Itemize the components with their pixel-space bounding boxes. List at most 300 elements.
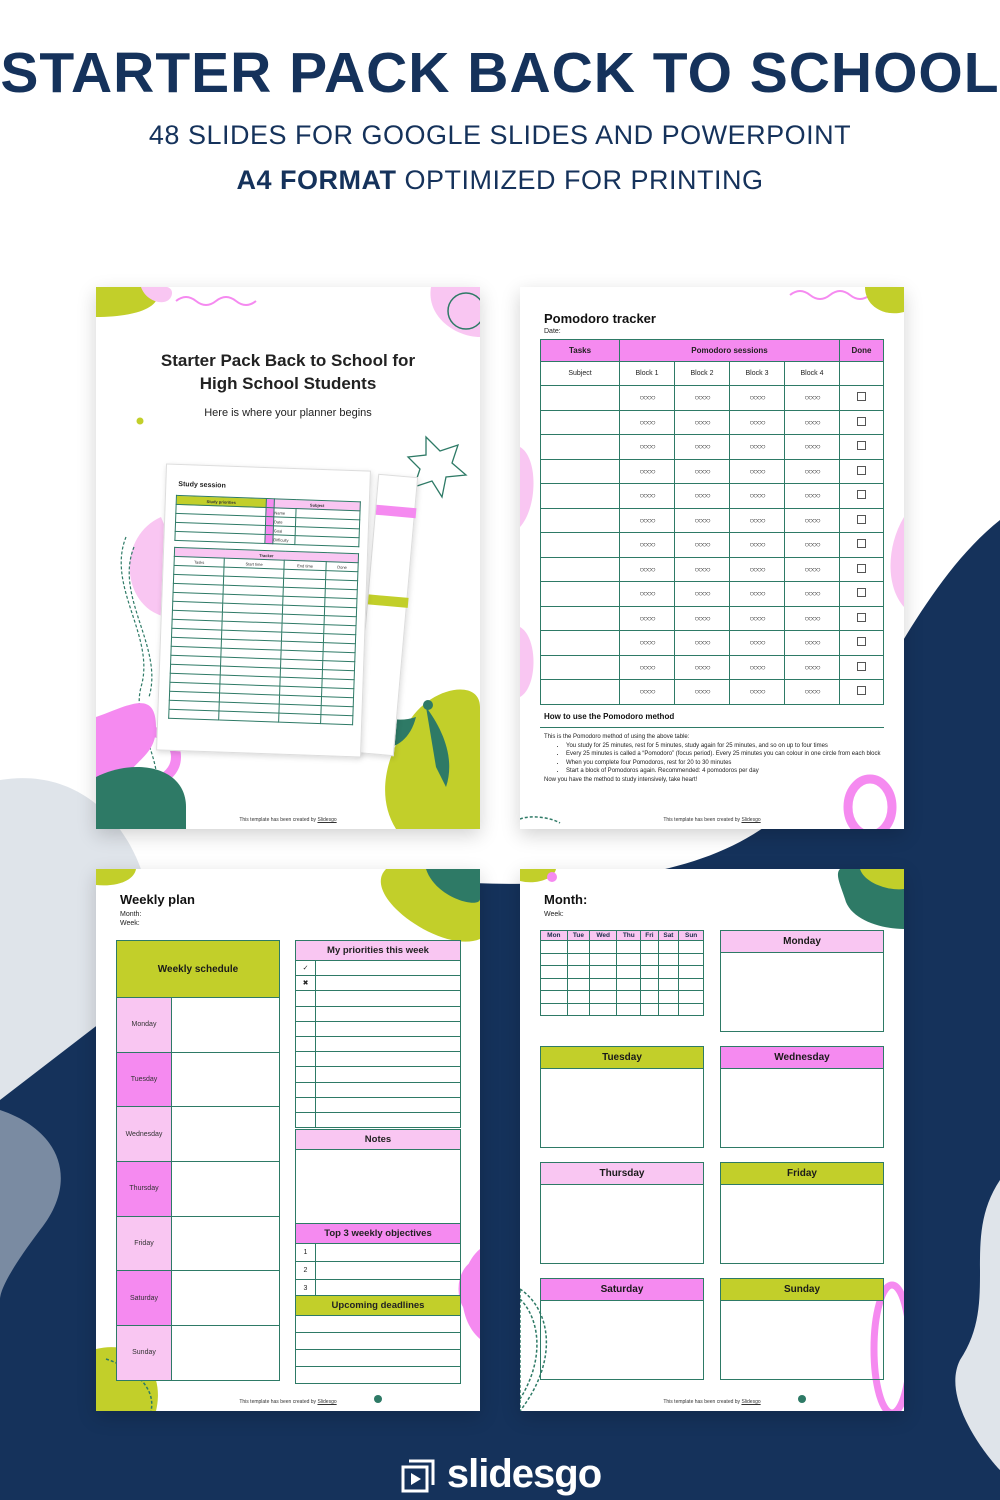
day-box[interactable]	[540, 1278, 704, 1380]
calendar-day-cell[interactable]	[641, 966, 658, 979]
calendar-day-cell[interactable]	[590, 953, 617, 966]
pomodoro-circles[interactable]: ○○○○	[730, 557, 785, 582]
col-tasks: Tasks	[541, 340, 620, 362]
pomodoro-circles[interactable]: ○○○○	[675, 410, 730, 435]
calendar-day-cell[interactable]	[541, 1003, 568, 1016]
priority-field[interactable]	[316, 976, 461, 991]
calendar-day-cell[interactable]	[617, 978, 641, 991]
calendar-header-row	[541, 931, 704, 941]
pomodoro-circles[interactable]: ○○○○	[620, 508, 675, 533]
priority-mark[interactable]	[296, 1052, 316, 1067]
footer-link[interactable]: Slidesgo	[741, 817, 761, 823]
pomodoro-circles[interactable]: ○○○○	[785, 631, 840, 656]
priority-mark[interactable]	[296, 1097, 316, 1112]
schedule-day-row	[117, 1216, 280, 1271]
pomodoro-circles[interactable]: ○○○○	[620, 459, 675, 484]
subtitle: 48 SLIDES FOR GOOGLE SLIDES AND POWERPOINT	[148, 120, 852, 150]
priority-row	[296, 1112, 461, 1127]
objectives-header: Top 3 weekly objectives	[296, 1224, 461, 1244]
calendar-day-cell[interactable]	[641, 978, 658, 991]
notes-area[interactable]	[296, 1150, 461, 1225]
pomodoro-circles[interactable]: ○○○○	[675, 484, 730, 509]
pomodoro-row	[541, 533, 884, 558]
notes-header: Notes	[296, 1130, 461, 1150]
day-box[interactable]	[720, 1162, 884, 1264]
footer-text: This template has been created by	[239, 817, 318, 823]
priority-mark[interactable]	[296, 1067, 316, 1082]
mini-col: Tasks	[174, 556, 224, 567]
calendar-week-row	[541, 991, 704, 1004]
day-box[interactable]	[720, 1278, 884, 1380]
mini-tracker-rows	[169, 565, 358, 724]
objective-field[interactable]	[316, 1244, 461, 1262]
slidesgo-logo-icon	[399, 1455, 439, 1495]
done-checkbox[interactable]	[857, 539, 866, 548]
weekly-title: Weekly plan	[120, 892, 195, 907]
pomodoro-circles[interactable]: ○○○○	[620, 410, 675, 435]
pomodoro-circles[interactable]: ○○○○	[675, 459, 730, 484]
schedule-day-field[interactable]	[172, 1162, 280, 1217]
calendar-day-cell[interactable]	[617, 1003, 641, 1016]
schedule-day-row	[117, 998, 280, 1053]
schedule-day-row	[117, 1162, 280, 1217]
schedule-day-label: Wednesday	[117, 1107, 172, 1162]
calendar-day-cell[interactable]	[541, 966, 568, 979]
calendar-weekday: Thu	[617, 931, 641, 941]
pomodoro-circles[interactable]: ○○○○	[730, 582, 785, 607]
pomodoro-circles[interactable]: ○○○○	[675, 606, 730, 631]
priorities-rows	[296, 961, 461, 1128]
pomodoro-circles[interactable]: ○○○○	[620, 655, 675, 680]
calendar-day-cell[interactable]	[641, 1003, 658, 1016]
calendar-weekday: Mon	[541, 931, 568, 941]
pomodoro-circles[interactable]: ○○○○	[675, 435, 730, 460]
priority-field[interactable]	[316, 1112, 461, 1127]
howto-item: • Start a block of Pomodoros again. Recommended: 4 pomodoros per day	[566, 767, 884, 776]
mini-field: Difficulty	[273, 535, 295, 545]
mini-subject-header: Subject	[274, 499, 360, 511]
weekly-schedule-table	[116, 940, 280, 1381]
pomodoro-circles[interactable]: ○○○○	[675, 655, 730, 680]
schedule-day-row	[117, 1326, 280, 1381]
pomodoro-circles[interactable]: ○○○○	[785, 582, 840, 607]
format-rest: OPTIMIZED FOR PRINTING	[396, 165, 764, 195]
mini-col: End time	[284, 560, 326, 570]
day-box-header: Tuesday	[541, 1047, 703, 1069]
calendar-weekday: Fri	[641, 931, 658, 941]
calendar-day-cell[interactable]	[679, 966, 704, 979]
pomodoro-circles[interactable]: ○○○○	[785, 410, 840, 435]
priority-mark[interactable]	[296, 991, 316, 1006]
pomodoro-row	[541, 386, 884, 411]
notes-box	[295, 1129, 461, 1225]
pomodoro-circles[interactable]: ○○○○	[785, 557, 840, 582]
priority-mark[interactable]: ✓	[296, 961, 316, 976]
objective-field[interactable]	[316, 1262, 461, 1280]
subject-field[interactable]	[541, 606, 620, 631]
howto-intro: This is the Pomodoro method of using the above table:	[544, 734, 690, 740]
pomodoro-circles[interactable]: ○○○○	[785, 533, 840, 558]
mini-tracker-header: Tracker	[174, 547, 358, 562]
pomodoro-circles[interactable]: ○○○○	[785, 680, 840, 705]
weekly-week-label: Week:	[120, 920, 140, 927]
done-checkbox[interactable]	[857, 613, 866, 622]
pomodoro-circles[interactable]: ○○○○	[675, 386, 730, 411]
pomodoro-row	[541, 410, 884, 435]
pomodoro-circles[interactable]: ○○○○	[620, 435, 675, 460]
pomodoro-circles[interactable]: ○○○○	[620, 680, 675, 705]
pomodoro-circles[interactable]: ○○○○	[675, 508, 730, 533]
pomodoro-circles[interactable]: ○○○○	[785, 484, 840, 509]
calendar-day-cell[interactable]	[658, 1003, 679, 1016]
mini-calendar	[540, 930, 704, 1016]
howto-item: • When you complete four Pomodoros, rest for 20 to 30 minutes	[566, 759, 884, 768]
day-box-header: Saturday	[541, 1279, 703, 1301]
pomodoro-circles[interactable]: ○○○○	[730, 484, 785, 509]
day-box[interactable]	[720, 1046, 884, 1148]
pomodoro-circles[interactable]: ○○○○	[730, 606, 785, 631]
calendar-day-cell[interactable]	[590, 941, 617, 954]
deadlines-header: Upcoming deadlines	[296, 1296, 461, 1316]
pomodoro-circles[interactable]: ○○○○	[675, 680, 730, 705]
footer-text: This template has been created by	[663, 1399, 742, 1405]
objective-number: 1	[296, 1244, 316, 1262]
footer-text: This template has been created by	[239, 1399, 318, 1405]
schedule-day-label: Saturday	[117, 1271, 172, 1326]
subheader-block: Block 2	[675, 362, 730, 386]
calendar-week-row	[541, 978, 704, 991]
col-pomodoro-sessions: Pomodoro sessions	[620, 340, 840, 362]
main-title: STARTER PACK BACK TO SCHOOL	[0, 41, 1000, 105]
calendar-day-cell[interactable]	[658, 953, 679, 966]
objective-number: 2	[296, 1262, 316, 1280]
calendar-day-cell[interactable]	[617, 941, 641, 954]
calendar-day-cell[interactable]	[679, 978, 704, 991]
calendar-day-cell[interactable]	[641, 953, 658, 966]
subject-field[interactable]	[541, 459, 620, 484]
format-line	[0, 165, 1000, 196]
pomodoro-table	[540, 339, 884, 705]
pomodoro-title: Pomodoro tracker	[544, 311, 656, 326]
mini-col: Done	[326, 562, 358, 572]
weekly-schedule-header: Weekly schedule	[117, 941, 280, 998]
pomodoro-circles[interactable]: ○○○○	[785, 386, 840, 411]
mini-study-session-page	[156, 464, 371, 758]
subject-field[interactable]	[541, 484, 620, 509]
pomodoro-row	[541, 508, 884, 533]
calendar-day-cell[interactable]	[567, 941, 589, 954]
pomodoro-circles[interactable]: ○○○○	[730, 508, 785, 533]
subject-field[interactable]	[541, 533, 620, 558]
pomodoro-footer	[520, 817, 904, 823]
subject-field[interactable]	[541, 557, 620, 582]
schedule-day-field[interactable]	[172, 1052, 280, 1107]
mini-priorities-header: Study priorities	[176, 495, 266, 507]
done-checkbox[interactable]	[857, 637, 866, 646]
calendar-day-cell[interactable]	[567, 966, 589, 979]
pomodoro-row	[541, 655, 884, 680]
schedule-day-label: Thursday	[117, 1162, 172, 1217]
subject-field[interactable]	[541, 386, 620, 411]
priority-row	[296, 976, 461, 991]
calendar-day-cell[interactable]	[541, 991, 568, 1004]
priority-row	[296, 1006, 461, 1021]
pomodoro-circles[interactable]: ○○○○	[785, 606, 840, 631]
priority-field[interactable]	[316, 1097, 461, 1112]
mini-tracker-table	[168, 547, 359, 725]
calendar-day-cell[interactable]	[641, 941, 658, 954]
priority-row	[296, 1097, 461, 1112]
calendar-rows	[541, 941, 704, 1016]
month-footer	[520, 1399, 904, 1405]
brand-name: slidesgo	[446, 1452, 602, 1496]
calendar-week-row	[541, 966, 704, 979]
schedule-day-field[interactable]	[172, 1216, 280, 1271]
subject-field[interactable]	[541, 435, 620, 460]
calendar-day-cell[interactable]	[679, 953, 704, 966]
pomodoro-row	[541, 631, 884, 656]
calendar-day-cell[interactable]	[658, 941, 679, 954]
pomodoro-circles[interactable]: ○○○○	[730, 459, 785, 484]
weekly-footer	[96, 1399, 480, 1405]
pomodoro-circles[interactable]: ○○○○	[785, 459, 840, 484]
calendar-day-cell[interactable]	[641, 991, 658, 1004]
schedule-day-field[interactable]	[172, 1326, 280, 1381]
pomodoro-row	[541, 582, 884, 607]
format-bold: A4 FORMAT	[236, 165, 397, 195]
schedule-day-field[interactable]	[172, 1271, 280, 1326]
schedule-day-row	[117, 1052, 280, 1107]
calendar-day-cell[interactable]	[567, 953, 589, 966]
calendar-day-cell[interactable]	[567, 991, 589, 1004]
month-title: Month:	[544, 892, 588, 907]
pomodoro-circles[interactable]: ○○○○	[730, 410, 785, 435]
weekly-plan-slide	[96, 869, 480, 1411]
pomodoro-circles[interactable]: ○○○○	[675, 533, 730, 558]
schedule-day-row	[117, 1107, 280, 1162]
priority-field[interactable]	[316, 1021, 461, 1036]
pomodoro-circles[interactable]: ○○○○	[730, 631, 785, 656]
pomodoro-row	[541, 435, 884, 460]
pomodoro-row	[541, 459, 884, 484]
calendar-weekday: Wed	[590, 931, 617, 941]
pomodoro-circles[interactable]: ○○○○	[730, 680, 785, 705]
deadlines-table	[295, 1295, 461, 1384]
day-box-header: Thursday	[541, 1163, 703, 1185]
done-checkbox[interactable]	[857, 564, 866, 573]
calendar-week-row	[541, 1003, 704, 1016]
priority-row	[296, 1021, 461, 1036]
day-box[interactable]	[540, 1046, 704, 1148]
pomodoro-circles[interactable]: ○○○○	[620, 557, 675, 582]
howto-item: • Every 25 minutes is called a “Pomodoro” (focus period). Every 25 minutes you can colour in one circle from each block	[566, 750, 884, 759]
subheader-block: Block 3	[730, 362, 785, 386]
calendar-day-cell[interactable]	[658, 978, 679, 991]
pomodoro-circles[interactable]: ○○○○	[620, 386, 675, 411]
pomodoro-circles[interactable]: ○○○○	[620, 606, 675, 631]
done-checkbox[interactable]	[857, 466, 866, 475]
schedule-day-label: Sunday	[117, 1326, 172, 1381]
calendar-day-cell[interactable]	[658, 966, 679, 979]
subject-field[interactable]	[541, 680, 620, 705]
cover-title-line2: High School Students	[199, 374, 377, 393]
pomodoro-rows	[541, 386, 884, 705]
objective-number: 3	[296, 1280, 316, 1298]
schedule-day-field[interactable]	[172, 1107, 280, 1162]
cover-slide	[96, 287, 480, 829]
slidesgo-logo[interactable]	[0, 1452, 1000, 1500]
calendar-day-cell[interactable]	[617, 966, 641, 979]
cover-subtitle: Here is where your planner begins	[204, 407, 372, 419]
calendar-day-cell[interactable]	[567, 978, 589, 991]
deadline-field[interactable]	[296, 1350, 461, 1367]
pomodoro-circles[interactable]: ○○○○	[730, 533, 785, 558]
footer-text: This template has been created by	[663, 817, 742, 823]
pomodoro-circles[interactable]: ○○○○	[675, 557, 730, 582]
calendar-day-cell[interactable]	[567, 1003, 589, 1016]
calendar-day-cell[interactable]	[541, 953, 568, 966]
calendar-day-cell[interactable]	[617, 991, 641, 1004]
pomodoro-circles[interactable]: ○○○○	[675, 582, 730, 607]
calendar-day-cell[interactable]	[541, 941, 568, 954]
howto-outro: Now you have the method to study intensively, take heart!	[544, 776, 698, 783]
pomodoro-circles[interactable]: ○○○○	[620, 631, 675, 656]
priority-row	[296, 1052, 461, 1067]
cover-footer	[96, 817, 480, 823]
deadline-field[interactable]	[296, 1367, 461, 1384]
calendar-day-cell[interactable]	[590, 966, 617, 979]
mini-title: Study session	[178, 480, 226, 490]
calendar-day-cell[interactable]	[679, 1003, 704, 1016]
priorities-table	[295, 940, 461, 1128]
done-checkbox[interactable]	[857, 588, 866, 597]
day-box-header: Friday	[721, 1163, 883, 1185]
calendar-week-row	[541, 941, 704, 954]
schedule-day-label: Tuesday	[117, 1052, 172, 1107]
done-checkbox[interactable]	[857, 417, 866, 426]
weekly-schedule-rows	[117, 998, 280, 1381]
pomodoro-circles[interactable]: ○○○○	[785, 655, 840, 680]
pomodoro-circles[interactable]: ○○○○	[620, 582, 675, 607]
calendar-weekday: Sun	[679, 931, 704, 941]
subheader-block: Block 1	[620, 362, 675, 386]
priorities-header: My priorities this week	[296, 941, 461, 961]
pomodoro-date-label: Date:	[544, 328, 561, 335]
priority-field[interactable]	[316, 1006, 461, 1021]
pomodoro-circles[interactable]: ○○○○	[785, 435, 840, 460]
deadline-field[interactable]	[296, 1316, 461, 1333]
calendar-day-cell[interactable]	[590, 978, 617, 991]
howto-divider	[540, 727, 884, 728]
calendar-day-cell[interactable]	[541, 978, 568, 991]
priority-row	[296, 1082, 461, 1097]
priority-row	[296, 961, 461, 976]
subject-field[interactable]	[541, 655, 620, 680]
done-checkbox[interactable]	[857, 392, 866, 401]
howto-title: How to use the Pomodoro method	[544, 712, 675, 721]
month-slide	[520, 869, 904, 1411]
calendar-week-row	[541, 953, 704, 966]
pomodoro-circles[interactable]: ○○○○	[785, 508, 840, 533]
priority-mark[interactable]	[296, 1006, 316, 1021]
pomodoro-circles[interactable]: ○○○○	[620, 533, 675, 558]
priority-mark[interactable]	[296, 1036, 316, 1051]
day-box[interactable]	[540, 1162, 704, 1264]
calendar-day-cell[interactable]	[590, 991, 617, 1004]
calendar-weekday: Sat	[658, 931, 679, 941]
pomodoro-slide	[520, 287, 904, 829]
priority-mark[interactable]	[296, 1082, 316, 1097]
priority-mark[interactable]	[296, 1021, 316, 1036]
subject-field[interactable]	[541, 582, 620, 607]
schedule-day-label: Friday	[117, 1216, 172, 1271]
mini-priorities-table	[174, 495, 360, 547]
done-checkbox[interactable]	[857, 686, 866, 695]
priority-row	[296, 1067, 461, 1082]
priority-field[interactable]	[316, 961, 461, 976]
done-checkbox[interactable]	[857, 515, 866, 524]
calendar-weekday: Tue	[567, 931, 589, 941]
done-checkbox[interactable]	[857, 490, 866, 499]
cover-title	[96, 349, 480, 395]
calendar-day-cell[interactable]	[679, 991, 704, 1004]
pomodoro-circles[interactable]: ○○○○	[730, 655, 785, 680]
calendar-day-cell[interactable]	[658, 991, 679, 1004]
priority-mark[interactable]: ✖	[296, 976, 316, 991]
priority-mark[interactable]	[296, 1112, 316, 1127]
pomodoro-circles[interactable]: ○○○○	[675, 631, 730, 656]
calendar-day-cell[interactable]	[590, 1003, 617, 1016]
priority-row	[296, 991, 461, 1006]
day-box[interactable]	[720, 930, 884, 1032]
pomodoro-circles[interactable]: ○○○○	[730, 435, 785, 460]
day-box-header: Wednesday	[721, 1047, 883, 1069]
day-box-header: Monday	[721, 931, 883, 953]
pomodoro-circles[interactable]: ○○○○	[620, 484, 675, 509]
priority-field[interactable]	[316, 991, 461, 1006]
priority-field[interactable]	[316, 1036, 461, 1051]
footer-link[interactable]: Slidesgo	[741, 1399, 761, 1405]
deadline-field[interactable]	[296, 1333, 461, 1350]
schedule-day-label: Monday	[117, 998, 172, 1053]
done-checkbox[interactable]	[857, 662, 866, 671]
subheader-subject: Subject	[541, 362, 620, 386]
priority-field[interactable]	[316, 1052, 461, 1067]
howto-text	[544, 733, 884, 784]
pomodoro-row	[541, 606, 884, 631]
pomodoro-row	[541, 557, 884, 582]
subject-field[interactable]	[541, 508, 620, 533]
mini-field: Goal	[273, 526, 295, 536]
subject-field[interactable]	[541, 410, 620, 435]
priority-row	[296, 1036, 461, 1051]
schedule-day-field[interactable]	[172, 998, 280, 1053]
day-box-header: Sunday	[721, 1279, 883, 1301]
footer-link[interactable]: Slidesgo	[317, 817, 337, 823]
subject-field[interactable]	[541, 631, 620, 656]
done-checkbox[interactable]	[857, 441, 866, 450]
priority-field[interactable]	[316, 1067, 461, 1082]
calendar-day-cell[interactable]	[617, 953, 641, 966]
footer-link[interactable]: Slidesgo	[317, 1399, 337, 1405]
priority-field[interactable]	[316, 1082, 461, 1097]
schedule-day-row	[117, 1271, 280, 1326]
calendar-day-cell[interactable]	[679, 941, 704, 954]
mini-col: Start time	[224, 558, 284, 569]
mini-field: Name	[274, 508, 296, 518]
objectives-table	[295, 1223, 461, 1298]
pomodoro-circles[interactable]: ○○○○	[730, 386, 785, 411]
